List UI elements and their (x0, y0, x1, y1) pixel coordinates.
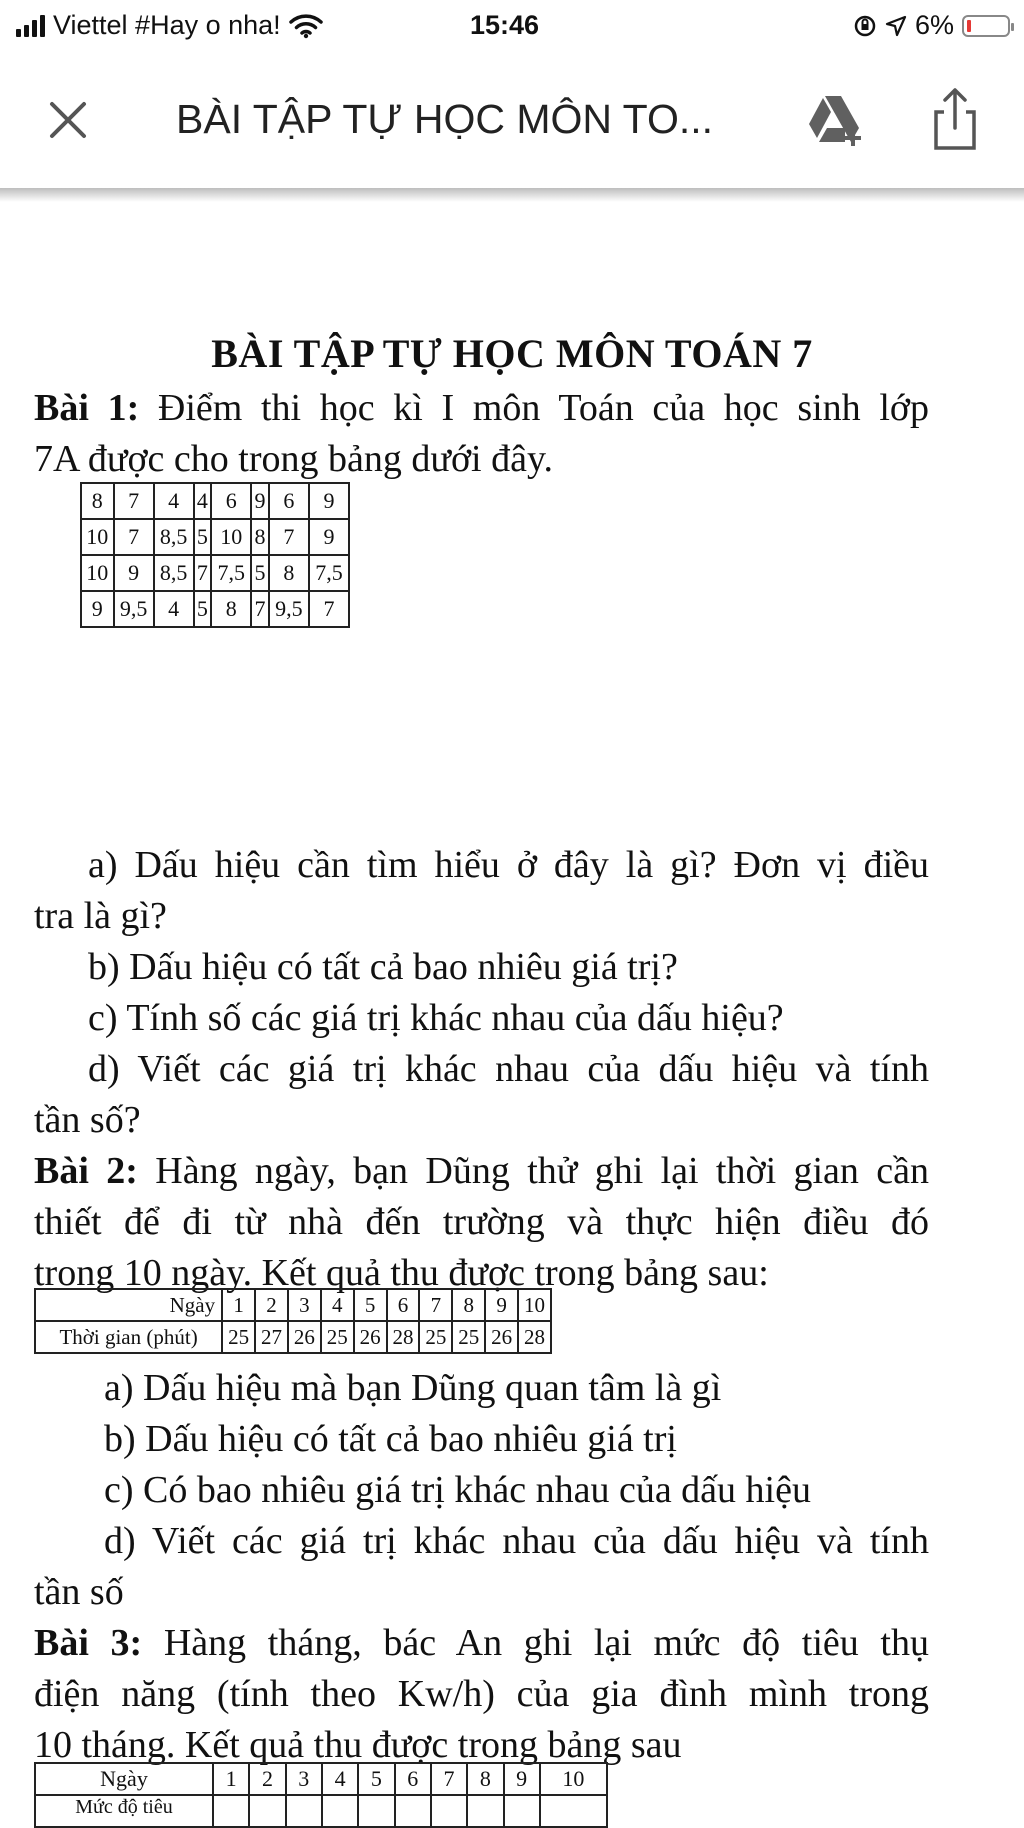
table-cell: 9 (309, 519, 349, 555)
table-cell: 9 (504, 1763, 540, 1795)
clock-time: 15:46 (470, 10, 540, 40)
bai2-question-c: c) Có bao nhiêu giá trị khác nhau của dấu hiệu (104, 1469, 811, 1511)
table-cell: 7,5 (211, 555, 251, 591)
table-cell-empty (213, 1795, 249, 1827)
table-cell: 6 (211, 483, 251, 519)
carrier-name: Viettel #Hay o nha! (53, 10, 281, 40)
bai3-intro-line2: điện năng (tính theo Kw/h) của gia đình mình trong (34, 1673, 929, 1715)
bai3-intro-line3: 10 tháng. Kết quả thu được trong bảng sau (34, 1724, 682, 1766)
table-cell: 9 (485, 1289, 518, 1321)
table-cell-empty (540, 1795, 607, 1827)
table-cell: 27 (255, 1321, 288, 1353)
bai3-label: Bài 3: (34, 1622, 143, 1664)
bai3-power-table (34, 1762, 608, 1828)
bai2-question-a: a) Dấu hiệu mà bạn Dũng quan tâm là gì (104, 1367, 722, 1409)
table-cell-empty (249, 1795, 285, 1827)
table-cell: 9 (309, 483, 349, 519)
table-cell: 6 (395, 1763, 431, 1795)
table-row (81, 591, 349, 627)
bai2-label: Bài 2: (34, 1150, 138, 1192)
table-cell: 4 (154, 591, 194, 627)
table-cell: 2 (255, 1289, 288, 1321)
table-cell: 9 (251, 483, 269, 519)
table-cell: 25 (222, 1321, 255, 1353)
table-row-label: Ngày (35, 1289, 222, 1321)
table-cell-empty (467, 1795, 503, 1827)
table-cell: 28 (518, 1321, 551, 1353)
table-cell: 7 (431, 1763, 467, 1795)
bai2-question-b: b) Dấu hiệu có tất cả bao nhiêu giá trị (104, 1418, 677, 1460)
table-cell-empty (395, 1795, 431, 1827)
table-cell: 5 (354, 1289, 387, 1321)
table-cell: 7 (114, 483, 154, 519)
table-row-label: Thời gian (phút) (35, 1321, 222, 1353)
table-cell: 7 (309, 591, 349, 627)
table-cell: 7 (194, 555, 212, 591)
table-cell: 7,5 (309, 555, 349, 591)
table-cell: 9 (114, 555, 154, 591)
bai1-intro: Bài 1: Điểm thi học kì I môn Toán của học sinh lớp (34, 387, 929, 429)
table-row-label: Mức độ tiêu (35, 1795, 213, 1827)
bai1-question-a: a) Dấu hiệu cần tìm hiểu ở đây là gì? Đơn vị điều (88, 844, 929, 886)
table-row (81, 519, 349, 555)
table-cell: 6 (269, 483, 309, 519)
table-row (81, 555, 349, 591)
table-cell: 7 (269, 519, 309, 555)
table-cell: 9,5 (269, 591, 309, 627)
table-cell-empty (358, 1795, 394, 1827)
bai2-question-d: d) Viết các giá trị khác nhau của dấu hiệu và tính (104, 1520, 929, 1562)
table-cell: 10 (518, 1289, 551, 1321)
bai2-intro: Bài 2: Hàng ngày, bạn Dũng thử ghi lại thời gian cần (34, 1150, 930, 1192)
bai2-intro-line2: thiết để đi từ nhà đến trường và thực hiện điều đó (34, 1201, 929, 1243)
table-cell: 4 (322, 1763, 358, 1795)
table-cell: 8 (81, 483, 114, 519)
table-cell: 25 (321, 1321, 354, 1353)
battery-percent: 6% (914, 10, 954, 40)
table-cell: 5 (194, 519, 212, 555)
table-cell: 10 (81, 519, 114, 555)
table-cell: 7 (114, 519, 154, 555)
table-cell: 8 (269, 555, 309, 591)
table-cell: 5 (251, 555, 269, 591)
table-cell: 4 (321, 1289, 354, 1321)
table-cell: 7 (251, 591, 269, 627)
table-cell: 3 (288, 1289, 321, 1321)
bai2-time-table (34, 1288, 552, 1354)
table-cell: 8,5 (154, 519, 194, 555)
table-cell: 4 (154, 483, 194, 519)
table-cell: 26 (485, 1321, 518, 1353)
bai3-intro: Bài 3: Hàng tháng, bác An ghi lại mức độ tiêu thụ (34, 1622, 929, 1664)
bai1-question-a-cont: tra là gì? (34, 895, 167, 937)
table-cell: 8 (211, 591, 251, 627)
table-cell-empty (431, 1795, 467, 1827)
bai1-question-d-cont: tần số? (34, 1099, 141, 1141)
table-cell: 10 (211, 519, 251, 555)
table-row-label: Ngày (35, 1763, 213, 1795)
table-cell: 1 (213, 1763, 249, 1795)
bai1-label: Bài 1: (34, 387, 140, 429)
table-cell: 25 (452, 1321, 485, 1353)
table-cell: 9 (81, 591, 114, 627)
bai1-question-d: d) Viết các giá trị khác nhau của dấu hiệu và tính (88, 1048, 929, 1090)
bai1-intro-line2: 7A được cho trong bảng dưới đây. (34, 438, 553, 480)
bai1-question-c: c) Tính số các giá trị khác nhau của dấu hiệu? (88, 997, 784, 1039)
table-cell: 28 (387, 1321, 420, 1353)
bai2-intro-line3: trong 10 ngày. Kết quả thu được trong bảng sau: (34, 1252, 769, 1294)
table-cell: 2 (249, 1763, 285, 1795)
table-cell: 10 (81, 555, 114, 591)
table-cell: 6 (387, 1289, 420, 1321)
document-title: BÀI TẬP TỰ HỌC MÔN TO... (176, 96, 714, 142)
table-cell: 3 (286, 1763, 322, 1795)
bai2-question-d-cont: tần số (34, 1571, 124, 1613)
table-cell: 26 (288, 1321, 321, 1353)
document-heading: BÀI TẬP TỰ HỌC MÔN TOÁN 7 (211, 331, 813, 376)
bai1-question-b: b) Dấu hiệu có tất cả bao nhiêu giá trị? (88, 946, 678, 988)
table-row (81, 483, 349, 519)
table-cell: 1 (222, 1289, 255, 1321)
table-cell: 25 (419, 1321, 452, 1353)
table-cell: 26 (354, 1321, 387, 1353)
table-cell: 8,5 (154, 555, 194, 591)
table-cell-empty (322, 1795, 358, 1827)
table-cell: 7 (419, 1289, 452, 1321)
table-cell-empty (286, 1795, 322, 1827)
bai1-score-table (80, 482, 350, 628)
table-cell: 8 (452, 1289, 485, 1321)
table-cell: 10 (540, 1763, 607, 1795)
table-cell: 9,5 (114, 591, 154, 627)
table-cell-empty (504, 1795, 540, 1827)
table-cell: 4 (194, 483, 212, 519)
table-cell: 5 (358, 1763, 394, 1795)
table-cell: 8 (251, 519, 269, 555)
table-cell: 5 (194, 591, 212, 627)
table-cell: 8 (467, 1763, 503, 1795)
